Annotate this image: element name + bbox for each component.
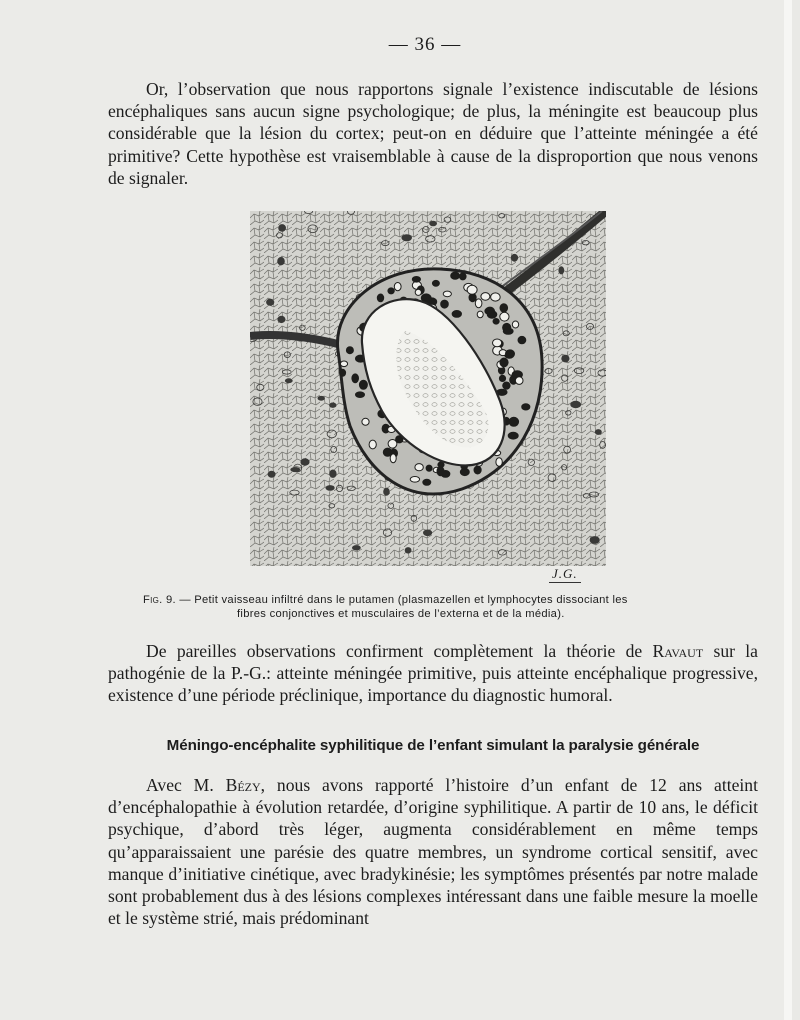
caption-text-line2: fibres conjonctives et musculaires de l’externa et de la média). [237, 608, 565, 620]
paragraph-bezy-part2: , nous avons rapporté l’histoire d’un enfant de 12 ans atteint d’encéphalopathie à évolution retardée, d’origine syphilitique. A partir de 10 ans, le déficit psychique, d’abord très léger, augmenta considérablement en même temps qu’apparaissaient une parésie des quatre membres, un syndrome cortical sensitif, avec manque d’initiative cinétique, avec bradykinésie; les symptômes présentés par notre malade sont probablement dus à des lésions complexes intéressant dans une faible mesure la moelle et le système strié, mais prédominant [108, 775, 758, 929]
page-number: — 36 — [388, 34, 462, 55]
author-bezy: Bézy [225, 775, 261, 795]
paragraph-ravaut [108, 640, 758, 707]
paragraph-observation: Or, l’observation que nous rapportons signale l’existence indiscutable de lésions encéphaliques sans aucun signe psychologique; de plus, la méningite est beaucoup plus considérable que la lésion du cortex; peut-on en déduire que l’atteinte méningée a été primitive? Cette hypothèse est vraisemblable à cause de la disproportion que nous venons de signaler. [108, 79, 758, 188]
figure-label: Fig. 9. [143, 594, 176, 606]
paragraph-bezy-part1: Avec M. [146, 775, 226, 795]
paragraph-ravaut-part1: De pareilles observations confirment complètement la théorie de [146, 641, 653, 661]
section-heading: Méningo-encéphalite syphilitique de l’enfant simulant la paralysie générale [166, 737, 700, 754]
caption-text-line1: — Petit vaisseau infiltré dans le putamen (plasmazellen et lymphocytes dissociant les [175, 594, 628, 606]
paragraph-ravaut-part2: sur la pathogénie de la P.-G.: atteinte méningée primitive, puis atteinte encéphalique progressive, existence d’une période préclinique, importance du diagnostic humoral. [108, 641, 758, 706]
paragraph-bezy [108, 774, 758, 929]
author-ravaut: Ravaut [652, 641, 704, 661]
illustrator-signature: J.G. [549, 566, 581, 583]
figure-caption [143, 593, 733, 621]
page-edge [784, 0, 792, 1020]
histology-illustration [250, 211, 606, 566]
